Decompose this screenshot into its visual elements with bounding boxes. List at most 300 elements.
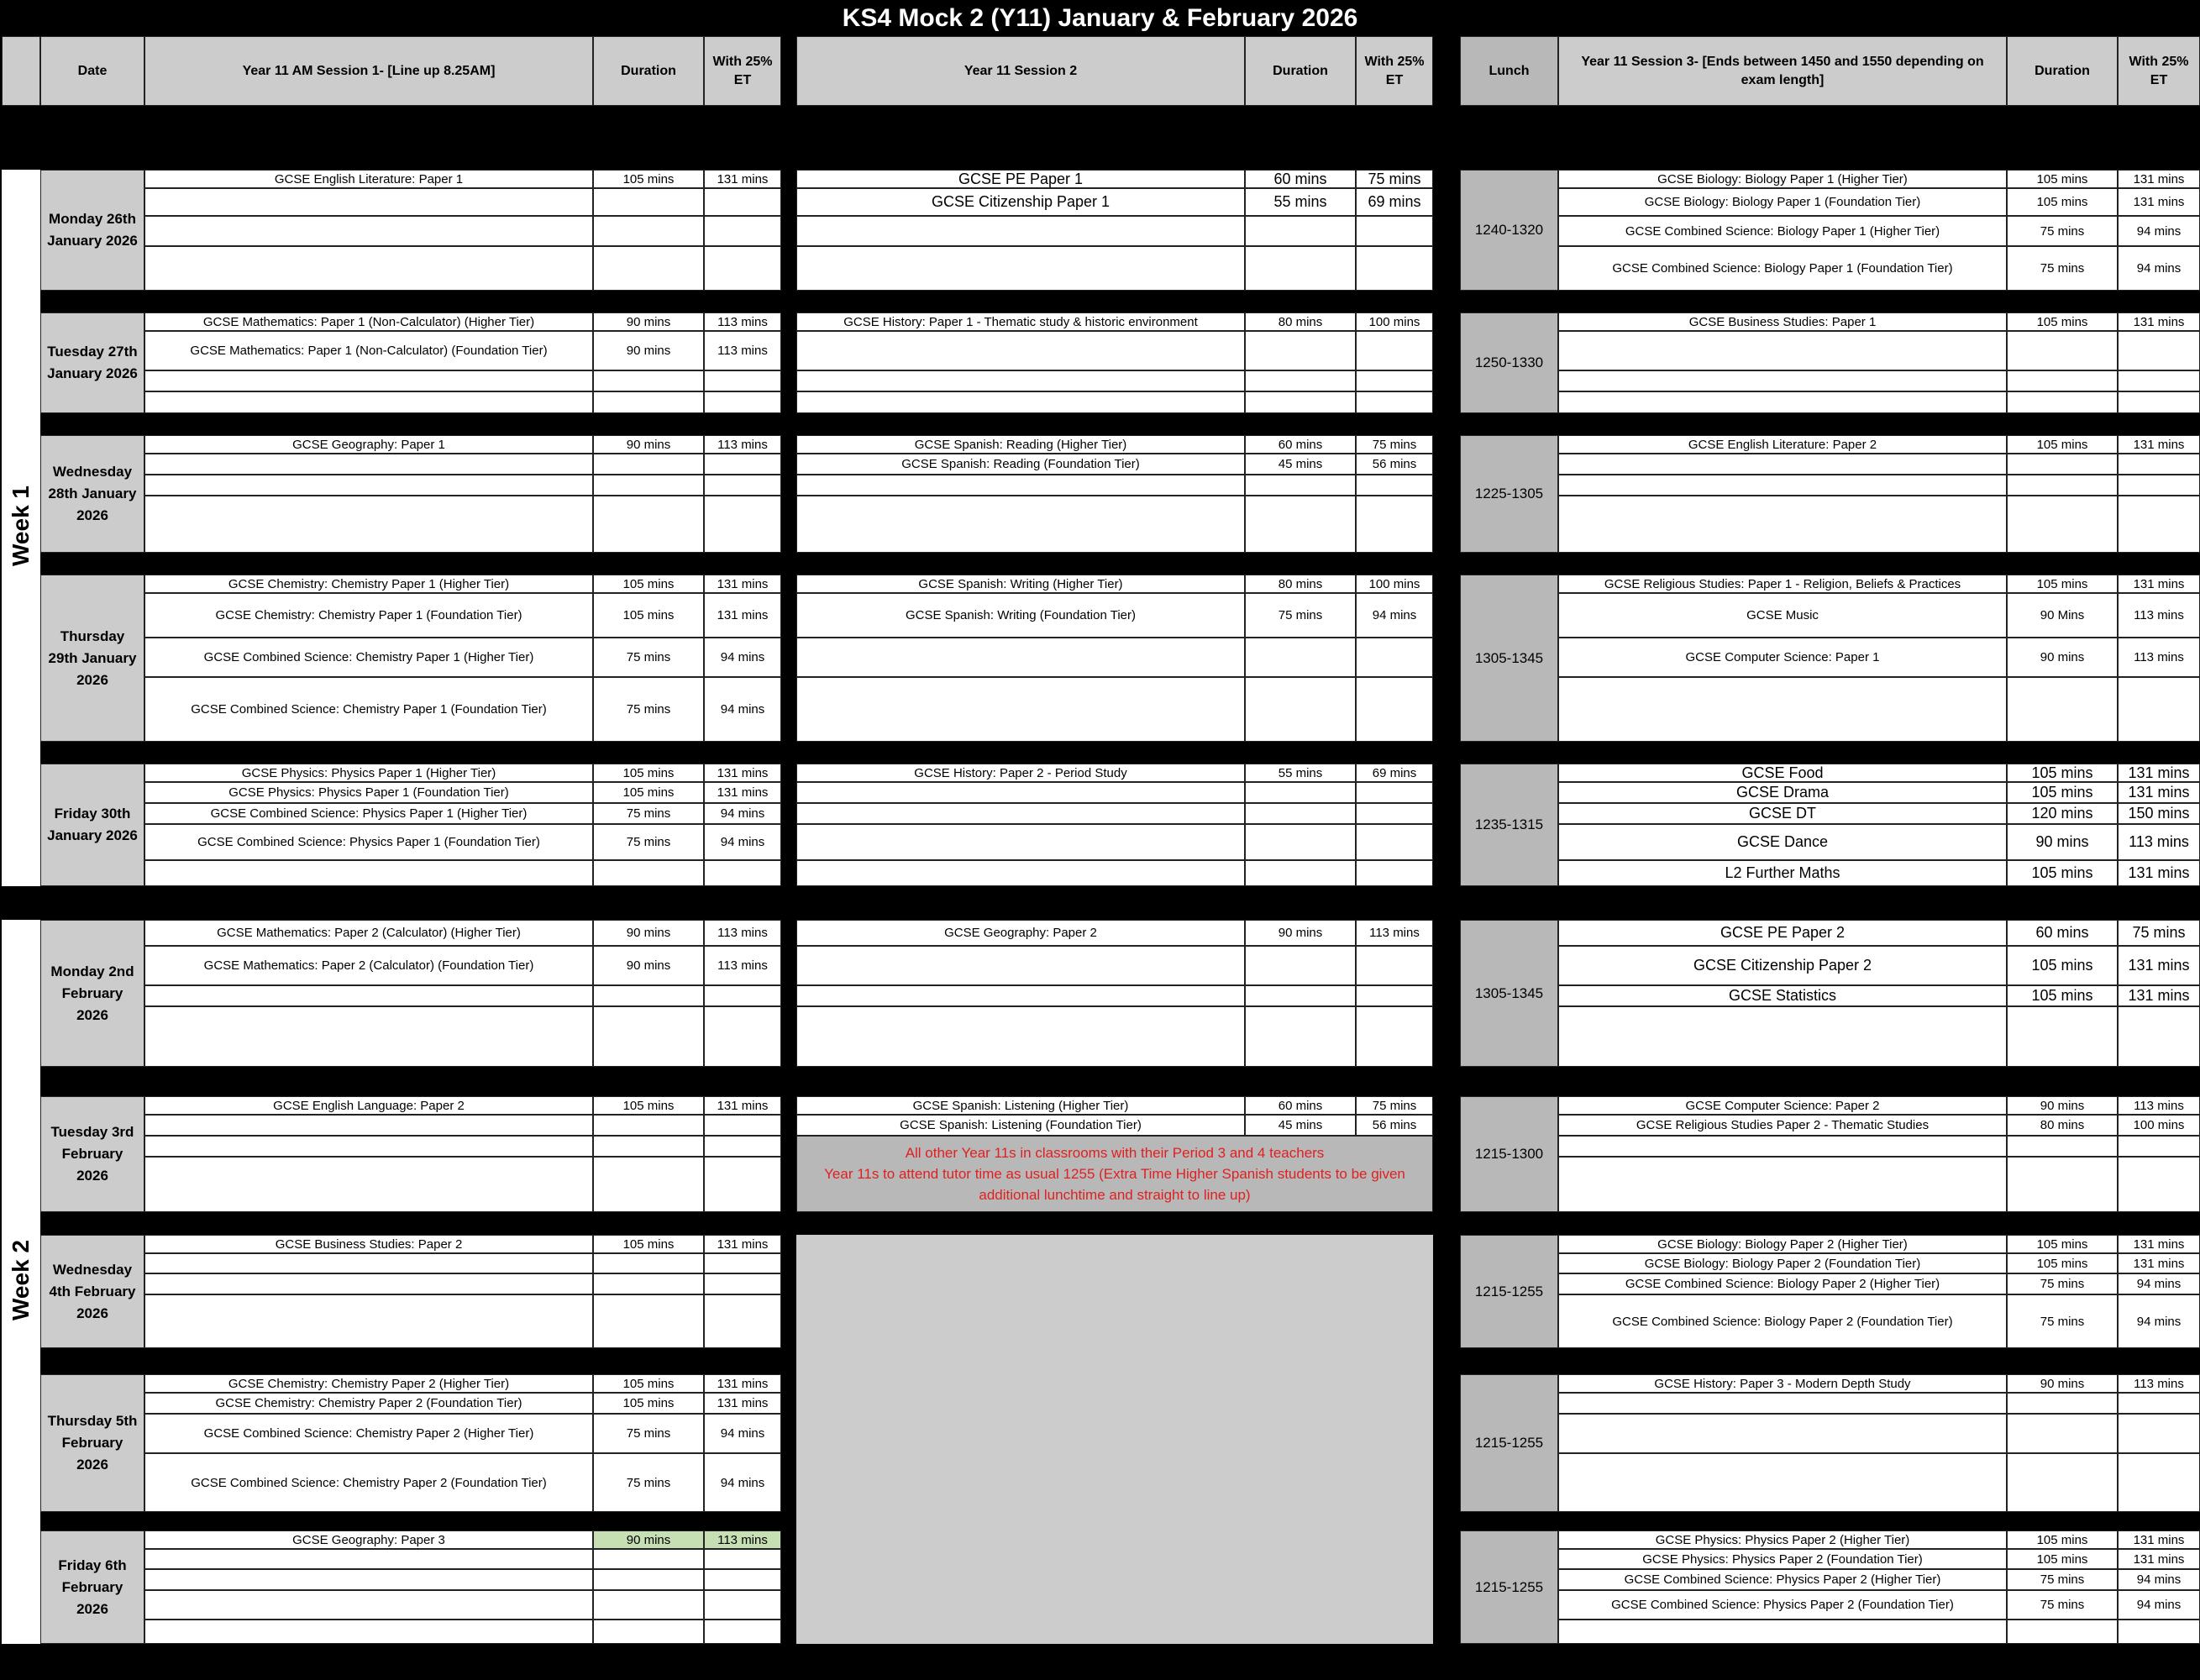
header-duration-3: Duration (2007, 36, 2118, 106)
exam-extra-time (704, 1569, 781, 1590)
exam-name (144, 860, 593, 886)
exam-name (144, 1157, 593, 1212)
exam-name (1558, 475, 2007, 496)
exam-extra-time (704, 246, 781, 291)
exam-duration: 75 mins (593, 803, 704, 824)
exam-name (144, 370, 593, 391)
exam-extra-time (2118, 1414, 2200, 1453)
exam-extra-time (704, 1253, 781, 1273)
exam-name (1558, 496, 2007, 553)
exam-extra-time: 131 mins (704, 1096, 781, 1115)
exam-extra-time (1356, 246, 1433, 291)
exam-duration: 90 mins (2007, 1374, 2118, 1393)
exam-duration (593, 454, 704, 475)
exam-extra-time (704, 216, 781, 246)
lunch-time: 1305-1345 (1460, 920, 1558, 1067)
exam-duration: 105 mins (593, 1374, 704, 1393)
exam-name: GCSE Physics: Physics Paper 1 (Foundation Tier) (144, 782, 593, 803)
exam-duration (593, 370, 704, 391)
exam-extra-time: 69 mins (1356, 188, 1433, 216)
exam-name: GCSE Combined Science: Biology Paper 1 (Higher Tier) (1558, 216, 2007, 246)
exam-duration (1245, 638, 1356, 677)
exam-extra-time (704, 1549, 781, 1569)
exam-duration (593, 216, 704, 246)
exam-name: GCSE Biology: Biology Paper 2 (Foundation Tier) (1558, 1253, 2007, 1273)
exam-name: GCSE Combined Science: Chemistry Paper 1 (Foundation Tier) (144, 677, 593, 742)
exam-name (1558, 454, 2007, 475)
exam-duration: 75 mins (2007, 1273, 2118, 1294)
exam-duration: 75 mins (593, 824, 704, 860)
exam-name (144, 454, 593, 475)
exam-name (796, 803, 1245, 824)
exam-extra-time (1356, 824, 1433, 860)
exam-duration (1245, 946, 1356, 985)
exam-duration: 105 mins (593, 1393, 704, 1414)
exam-name: GCSE Physics: Physics Paper 2 (Higher Tier) (1558, 1530, 2007, 1549)
exam-extra-time: 131 mins (2118, 575, 2200, 593)
exam-name: GCSE Chemistry: Chemistry Paper 1 (Higher Tier) (144, 575, 593, 593)
exam-extra-time (704, 1115, 781, 1136)
exam-duration: 105 mins (2007, 764, 2118, 782)
exam-duration (593, 1157, 704, 1212)
header-lunch: Lunch (1460, 36, 1558, 106)
exam-extra-time: 131 mins (704, 782, 781, 803)
exam-duration (2007, 1157, 2118, 1212)
exam-duration: 75 mins (593, 1453, 704, 1512)
exam-name: GCSE Combined Science: Chemistry Paper 2 (Foundation Tier) (144, 1453, 593, 1512)
exam-name (144, 391, 593, 413)
exam-extra-time: 131 mins (2118, 188, 2200, 216)
header-session3: Year 11 Session 3- [Ends between 1450 and 1550 depending on exam length] (1558, 36, 2007, 106)
exam-name: GCSE History: Paper 2 - Period Study (796, 764, 1245, 782)
exam-name (144, 216, 593, 246)
exam-extra-time: 131 mins (2118, 985, 2200, 1006)
exam-name (796, 985, 1245, 1006)
exam-duration: 55 mins (1245, 188, 1356, 216)
exam-duration: 45 mins (1245, 1115, 1356, 1136)
note-line-2: Year 11s to attend tutor time as usual 1255 (Extra Time Higher Spanish students to be given additional lunchtime and straight to line up) (824, 1166, 1405, 1203)
exam-extra-time: 94 mins (704, 1453, 781, 1512)
exam-name (796, 860, 1245, 886)
day-date: Tuesday 3rd February 2026 (40, 1096, 144, 1212)
exam-extra-time (2118, 496, 2200, 553)
exam-name: GCSE Mathematics: Paper 1 (Non-Calculator) (Foundation Tier) (144, 331, 593, 370)
day-date: Friday 30th January 2026 (40, 764, 144, 886)
exam-name (796, 496, 1245, 553)
exam-duration: 60 mins (1245, 435, 1356, 454)
exam-extra-time: 131 mins (2118, 1253, 2200, 1273)
exam-duration (593, 1006, 704, 1067)
exam-extra-time: 94 mins (2118, 1294, 2200, 1348)
exam-name (796, 475, 1245, 496)
header-duration-1: Duration (593, 36, 704, 106)
exam-name (796, 677, 1245, 742)
exam-name: GCSE DT (1558, 803, 2007, 824)
exam-name: GCSE Religious Studies Paper 2 - Thematic Studies (1558, 1115, 2007, 1136)
lunch-time: 1235-1315 (1460, 764, 1558, 886)
exam-extra-time (704, 1006, 781, 1067)
exam-extra-time (704, 391, 781, 413)
exam-duration (1245, 860, 1356, 886)
exam-extra-time (2118, 331, 2200, 370)
exam-extra-time (2118, 475, 2200, 496)
exam-duration (2007, 1393, 2118, 1414)
exam-duration: 105 mins (593, 782, 704, 803)
exam-duration: 105 mins (2007, 188, 2118, 216)
exam-duration: 105 mins (2007, 782, 2118, 803)
exam-name (144, 475, 593, 496)
exam-name (1558, 1157, 2007, 1212)
exam-duration: 105 mins (2007, 312, 2118, 331)
day-date: Monday 2nd February 2026 (40, 920, 144, 1067)
exam-extra-time: 113 mins (704, 312, 781, 331)
header-extra-time-3: With 25% ET (2118, 36, 2200, 106)
exam-extra-time (1356, 391, 1433, 413)
exam-extra-time: 75 mins (1356, 1096, 1433, 1115)
exam-duration: 90 mins (1245, 920, 1356, 946)
header-date: Date (40, 36, 144, 106)
exam-name: GCSE Combined Science: Physics Paper 2 (Higher Tier) (1558, 1569, 2007, 1590)
exam-extra-time: 131 mins (2118, 1530, 2200, 1549)
exam-duration (593, 188, 704, 216)
exam-duration: 75 mins (2007, 1590, 2118, 1620)
exam-duration: 60 mins (1245, 1096, 1356, 1115)
exam-extra-time (1356, 946, 1433, 985)
exam-name: GCSE Combined Science: Chemistry Paper 2 (Higher Tier) (144, 1414, 593, 1453)
exam-extra-time (2118, 391, 2200, 413)
exam-duration: 105 mins (2007, 435, 2118, 454)
exam-extra-time: 131 mins (2118, 1549, 2200, 1569)
exam-name: GCSE Combined Science: Physics Paper 1 (Higher Tier) (144, 803, 593, 824)
exam-duration: 75 mins (2007, 1294, 2118, 1348)
exam-duration: 105 mins (593, 764, 704, 782)
exam-extra-time (704, 496, 781, 553)
exam-duration: 105 mins (2007, 1235, 2118, 1253)
exam-name: GCSE Chemistry: Chemistry Paper 2 (Higher Tier) (144, 1374, 593, 1393)
exam-extra-time (704, 454, 781, 475)
lunch-time: 1215-1255 (1460, 1374, 1558, 1512)
exam-name: GCSE Spanish: Reading (Foundation Tier) (796, 454, 1245, 475)
exam-extra-time: 113 mins (2118, 593, 2200, 638)
exam-duration (2007, 1453, 2118, 1512)
exam-name: GCSE Spanish: Writing (Foundation Tier) (796, 593, 1245, 638)
exam-extra-time: 113 mins (704, 331, 781, 370)
exam-name: L2 Further Maths (1558, 860, 2007, 886)
exam-name (1558, 677, 2007, 742)
exam-extra-time (2118, 370, 2200, 391)
exam-duration: 90 mins (2007, 824, 2118, 860)
exam-name: GCSE Combined Science: Physics Paper 2 (Foundation Tier) (1558, 1590, 2007, 1620)
exam-duration (1245, 475, 1356, 496)
exam-extra-time (704, 1620, 781, 1644)
exam-name (1558, 1453, 2007, 1512)
exam-name (796, 370, 1245, 391)
exam-duration: 90 mins (2007, 1096, 2118, 1115)
exam-duration (593, 1549, 704, 1569)
exam-extra-time: 94 mins (2118, 1590, 2200, 1620)
exam-name (1558, 370, 2007, 391)
day-date: Wednesday 28th January 2026 (40, 435, 144, 553)
exam-extra-time (1356, 370, 1433, 391)
exam-name (144, 1294, 593, 1348)
exam-name (144, 496, 593, 553)
exam-extra-time: 94 mins (704, 803, 781, 824)
exam-duration (1245, 803, 1356, 824)
exam-duration: 55 mins (1245, 764, 1356, 782)
exam-extra-time: 113 mins (2118, 1374, 2200, 1393)
exam-duration (593, 1115, 704, 1136)
exam-duration (1245, 1006, 1356, 1067)
page-title: KS4 Mock 2 (Y11) January & February 2026 (842, 4, 1358, 32)
exam-duration: 90 mins (593, 312, 704, 331)
exam-extra-time: 113 mins (2118, 1096, 2200, 1115)
day-date: Wednesday 4th February 2026 (40, 1235, 144, 1348)
exam-extra-time: 131 mins (704, 1393, 781, 1414)
exam-duration: 75 mins (1245, 593, 1356, 638)
exam-name: GCSE Mathematics: Paper 1 (Non-Calculator) (Higher Tier) (144, 312, 593, 331)
exam-extra-time (2118, 1136, 2200, 1157)
exam-extra-time (1356, 782, 1433, 803)
exam-name: GCSE Citizenship Paper 1 (796, 188, 1245, 216)
exam-extra-time: 94 mins (704, 638, 781, 677)
exam-duration: 105 mins (2007, 575, 2118, 593)
exam-extra-time: 100 mins (1356, 312, 1433, 331)
exam-duration: 105 mins (593, 593, 704, 638)
exam-extra-time (704, 370, 781, 391)
exam-name: GCSE Citizenship Paper 2 (1558, 946, 2007, 985)
exam-extra-time: 75 mins (1356, 435, 1433, 454)
exam-extra-time: 131 mins (704, 1374, 781, 1393)
exam-name: GCSE History: Paper 3 - Modern Depth Study (1558, 1374, 2007, 1393)
exam-extra-time: 131 mins (2118, 1235, 2200, 1253)
exam-extra-time: 75 mins (1356, 170, 1433, 188)
exam-duration (593, 1620, 704, 1644)
exam-extra-time (1356, 860, 1433, 886)
exam-name: GCSE Drama (1558, 782, 2007, 803)
exam-extra-time: 69 mins (1356, 764, 1433, 782)
exam-name: GCSE Chemistry: Chemistry Paper 2 (Foundation Tier) (144, 1393, 593, 1414)
exam-extra-time (1356, 1006, 1433, 1067)
exam-name: GCSE Geography: Paper 1 (144, 435, 593, 454)
exam-name: GCSE Music (1558, 593, 2007, 638)
exam-extra-time (704, 1136, 781, 1157)
exam-duration: 60 mins (1245, 170, 1356, 188)
exam-name (1558, 1006, 2007, 1067)
exam-name (144, 1115, 593, 1136)
exam-extra-time (1356, 475, 1433, 496)
exam-name: GCSE Combined Science: Biology Paper 1 (Foundation Tier) (1558, 246, 2007, 291)
exam-duration (2007, 454, 2118, 475)
exam-name: GCSE Biology: Biology Paper 1 (Foundation Tier) (1558, 188, 2007, 216)
exam-name: GCSE English Language: Paper 2 (144, 1096, 593, 1115)
exam-extra-time: 100 mins (1356, 575, 1433, 593)
exam-extra-time (2118, 677, 2200, 742)
exam-name (144, 985, 593, 1006)
exam-name: GCSE Dance (1558, 824, 2007, 860)
exam-duration: 105 mins (2007, 1549, 2118, 1569)
exam-extra-time: 131 mins (2118, 782, 2200, 803)
exam-extra-time: 113 mins (704, 946, 781, 985)
exam-name: GCSE Mathematics: Paper 2 (Calculator) (Higher Tier) (144, 920, 593, 946)
exam-duration: 80 mins (1245, 312, 1356, 331)
exam-extra-time: 94 mins (2118, 246, 2200, 291)
exam-duration (593, 1294, 704, 1348)
exam-duration (2007, 496, 2118, 553)
exam-extra-time (1356, 496, 1433, 553)
exam-duration (1245, 824, 1356, 860)
exam-duration (1245, 216, 1356, 246)
exam-name: GCSE Computer Science: Paper 1 (1558, 638, 2007, 677)
exam-name: GCSE PE Paper 1 (796, 170, 1245, 188)
header-extra-time-1: With 25% ET (704, 36, 781, 106)
exam-extra-time: 131 mins (704, 170, 781, 188)
exam-name (796, 1006, 1245, 1067)
exam-name: GCSE Spanish: Reading (Higher Tier) (796, 435, 1245, 454)
exam-duration: 90 mins (593, 946, 704, 985)
day-date: Tuesday 27th January 2026 (40, 312, 144, 413)
exam-extra-time (704, 985, 781, 1006)
exam-name (796, 216, 1245, 246)
exam-duration: 75 mins (593, 677, 704, 742)
exam-duration: 105 mins (2007, 985, 2118, 1006)
exam-name: GCSE Religious Studies: Paper 1 - Religion, Beliefs & Practices (1558, 575, 2007, 593)
exam-name: GCSE Physics: Physics Paper 2 (Foundation Tier) (1558, 1549, 2007, 1569)
exam-duration: 75 mins (2007, 246, 2118, 291)
exam-extra-time: 94 mins (704, 677, 781, 742)
exam-extra-time (1356, 331, 1433, 370)
exam-extra-time (1356, 638, 1433, 677)
exam-duration: 90 mins (593, 435, 704, 454)
exam-extra-time (1356, 803, 1433, 824)
exam-extra-time (2118, 1157, 2200, 1212)
exam-name (144, 1569, 593, 1590)
exam-duration (593, 391, 704, 413)
day-date: Thursday 5th February 2026 (40, 1374, 144, 1512)
lunch-time: 1215-1255 (1460, 1530, 1558, 1644)
day-date: Monday 26th January 2026 (40, 170, 144, 291)
exam-name (144, 1549, 593, 1569)
exam-name: GCSE Business Studies: Paper 2 (144, 1235, 593, 1253)
exam-duration: 90 mins (2007, 638, 2118, 677)
exam-duration (593, 1136, 704, 1157)
exam-extra-time (704, 188, 781, 216)
exam-duration: 90 mins (593, 1530, 704, 1549)
exam-extra-time: 94 mins (2118, 216, 2200, 246)
exam-name (144, 1590, 593, 1620)
exam-extra-time: 113 mins (1356, 920, 1433, 946)
header-duration-2: Duration (1245, 36, 1356, 106)
exam-extra-time (704, 1590, 781, 1620)
exam-name (1558, 1414, 2007, 1453)
exam-duration (1245, 246, 1356, 291)
week-1-label: Week 1 (8, 486, 34, 566)
lunch-time: 1225-1305 (1460, 435, 1558, 553)
exam-name: GCSE English Literature: Paper 1 (144, 170, 593, 188)
exam-duration (2007, 677, 2118, 742)
exam-name (144, 1136, 593, 1157)
exam-duration (1245, 496, 1356, 553)
exam-name (796, 391, 1245, 413)
exam-extra-time: 131 mins (2118, 312, 2200, 331)
exam-duration: 120 mins (2007, 803, 2118, 824)
exam-name: GCSE Spanish: Writing (Higher Tier) (796, 575, 1245, 593)
lunch-time: 1240-1320 (1460, 170, 1558, 291)
exam-extra-time (1356, 677, 1433, 742)
exam-duration: 75 mins (593, 1414, 704, 1453)
exam-name: GCSE Food (1558, 764, 2007, 782)
exam-duration (2007, 1006, 2118, 1067)
exam-name: GCSE PE Paper 2 (1558, 920, 2007, 946)
exam-extra-time: 131 mins (704, 575, 781, 593)
exam-name: GCSE Business Studies: Paper 1 (1558, 312, 2007, 331)
exam-name: GCSE Biology: Biology Paper 2 (Higher Tier) (1558, 1235, 2007, 1253)
exam-duration: 80 mins (1245, 575, 1356, 593)
exam-extra-time: 100 mins (2118, 1115, 2200, 1136)
exam-extra-time: 150 mins (2118, 803, 2200, 824)
exam-duration (1245, 370, 1356, 391)
exam-name: GCSE Combined Science: Chemistry Paper 1 (Higher Tier) (144, 638, 593, 677)
exam-name: GCSE Spanish: Listening (Foundation Tier) (796, 1115, 1245, 1136)
exam-duration (1245, 985, 1356, 1006)
exam-duration: 105 mins (2007, 1253, 2118, 1273)
header-week-corner (2, 36, 40, 106)
exam-name (144, 1253, 593, 1273)
exam-name (796, 946, 1245, 985)
exam-duration: 105 mins (2007, 170, 2118, 188)
exam-extra-time: 56 mins (1356, 1115, 1433, 1136)
exam-duration (1245, 677, 1356, 742)
exam-duration: 105 mins (593, 1096, 704, 1115)
exam-extra-time: 131 mins (704, 1235, 781, 1253)
exam-extra-time: 131 mins (2118, 764, 2200, 782)
exam-extra-time (1356, 985, 1433, 1006)
exam-extra-time (704, 860, 781, 886)
exam-duration: 105 mins (593, 1235, 704, 1253)
exam-duration: 105 mins (593, 575, 704, 593)
week-2-label: Week 2 (8, 1240, 34, 1320)
exam-duration (2007, 1620, 2118, 1644)
exam-name: GCSE Mathematics: Paper 2 (Calculator) (Foundation Tier) (144, 946, 593, 985)
exam-name: GCSE History: Paper 1 - Thematic study & historic environment (796, 312, 1245, 331)
day-date: Thursday 29th January 2026 (40, 575, 144, 742)
exam-duration (593, 860, 704, 886)
exam-name: GCSE Combined Science: Physics Paper 1 (Foundation Tier) (144, 824, 593, 860)
exam-duration (2007, 1136, 2118, 1157)
exam-name: GCSE Combined Science: Biology Paper 2 (Higher Tier) (1558, 1273, 2007, 1294)
exam-name (1558, 1620, 2007, 1644)
exam-extra-time: 131 mins (2118, 170, 2200, 188)
exam-name (144, 1620, 593, 1644)
exam-duration: 75 mins (2007, 216, 2118, 246)
exam-duration: 75 mins (593, 638, 704, 677)
exam-duration (1245, 331, 1356, 370)
exam-duration (593, 475, 704, 496)
exam-extra-time (2118, 1393, 2200, 1414)
exam-name (1558, 1136, 2007, 1157)
exam-duration (1245, 782, 1356, 803)
exam-duration (1245, 391, 1356, 413)
exam-duration (2007, 391, 2118, 413)
exam-duration (593, 1590, 704, 1620)
header-session2: Year 11 Session 2 (796, 36, 1245, 106)
session2-note (796, 1136, 1433, 1212)
exam-extra-time (704, 1273, 781, 1294)
exam-name (1558, 331, 2007, 370)
exam-duration: 105 mins (2007, 946, 2118, 985)
exam-extra-time (2118, 1006, 2200, 1067)
exam-duration: 90 mins (593, 331, 704, 370)
exam-name (144, 1273, 593, 1294)
